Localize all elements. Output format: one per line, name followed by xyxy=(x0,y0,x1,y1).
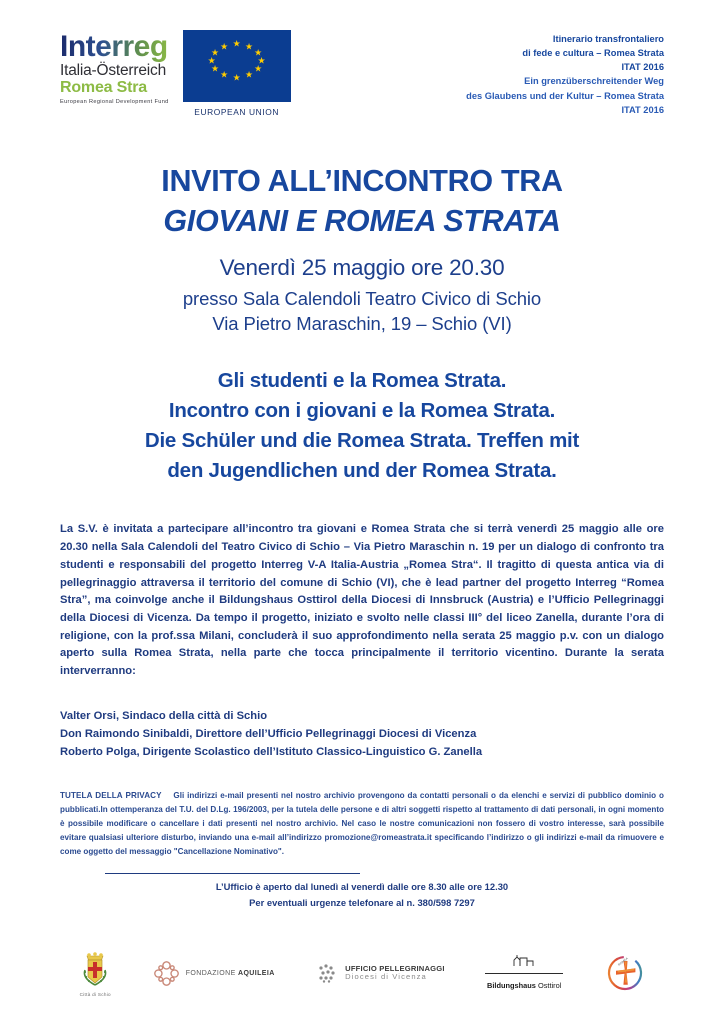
pellegrinaggi-crowd-icon xyxy=(315,961,339,985)
body-part-2: – Via Pietro Maraschin n. 19 per un dialogo di confronto tra studenti e responsabili del progetto Interreg V-A Italia-Austria „Romea Stra“. Il tragitto di questa antica via di pellegrinaggio attraversa il territorio del comune di Schio (VI), che è lead partner del progetto Interreg “Romea Stra”, ma coinvolge anche il Bildungshaus Osttirol della Diocesi di Innsbruck (Austria) e l’Ufficio Pellegrinaggi della Diocesi di Vicenza. Da tempo il progetto, iniziato e svolto nelle classi III° del liceo Zanella, durante l’ora di religione, con la prof.ssa Milani, concluderà il suo approfondimento nella serata 25 maggio p.v. con un dialogo aperto sulla Romea Strata, nella parte che tocca principalmente il territorio vicentino. Durante la serata interverranno: xyxy=(60,541,664,677)
event-venue: presso Sala Calendoli Teatro Civico di Schio xyxy=(182,287,542,309)
speakers-list xyxy=(60,707,664,761)
schio-coat-of-arms-icon xyxy=(78,950,112,990)
project-line-it-1: Itinerario transfrontaliero xyxy=(552,34,664,44)
pellegrinaggi-label: UFFICIO PELLEGRINAGGI Diocesi di Vicenza xyxy=(345,963,445,981)
subtitle-line-4: den Jugendlichen und der Romea Strata. xyxy=(167,459,557,483)
privacy-notice xyxy=(60,789,664,859)
privacy-text: Gli indirizzi e-mail presenti nel nostro archivio provengono da contatti personali o da elenchi e servizi di pubblico dominio o pubblicati.In ottemperanza del T.U. del D.Lg. 196/2003, per la tutela delle persone e di altri soggetti rispetto al trattamento di dati personali, in ogni momento è possibile modificare o cancellare i dati presenti nel nostro archivio. Nel caso le nostre comunicazioni non fossero di vostro interesse, sarà possibile evitare qualsiasi ulteriore disturbo, inviando una e-mail all’indirizzo promozione@romeastrata.it specificando l’indirizzo o gli indirizzi e-mail da rimuovere e come oggetto del messaggio "Cancellazione Nominativo". xyxy=(60,791,665,856)
romea-strata-cross-icon xyxy=(604,952,646,994)
comune-di-schio-logo xyxy=(78,950,112,997)
divider xyxy=(105,873,360,875)
european-union-logo xyxy=(183,28,291,117)
body-highlight: venerdì 25 maggio alle ore 20.30 nella Sala Calendoli del Teatro Civico di Schio xyxy=(60,523,664,554)
romea-strata-logo xyxy=(604,952,646,994)
list-item: Roberto Polga, Dirigente Scolastico dell’Istituto Classico-Linguistico G. Zanella xyxy=(60,745,483,758)
subtitle-line-1: Gli studenti e la Romea Strata. xyxy=(217,369,507,393)
office-phone: Per eventuali urgenze telefonare al n. 380/598 7297 xyxy=(249,896,475,908)
aquileia-quatrefoil-icon xyxy=(153,960,180,987)
body-part-1: La S.V. è invitata a partecipare all’incontro tra giovani e Romea Strata che si terrà xyxy=(60,523,518,536)
erdf-label: European Regional Development Fund xyxy=(60,98,169,105)
interreg-programme-label: Romea Stra xyxy=(60,78,147,96)
event-date: Venerdì 25 maggio ore 20.30 xyxy=(219,255,505,281)
list-item: Don Raimondo Sinibaldi, Direttore dell’Ufficio Pellegrinaggi Diocesi di Vicenza xyxy=(60,727,477,740)
project-line-it-2: di fede e cultura – Romea Strata xyxy=(522,48,664,59)
schio-caption: Città di Schio xyxy=(79,991,111,997)
interreg-region-label: Italia-Österreich xyxy=(60,62,166,79)
project-line-it-3: ITAT 2016 xyxy=(621,62,664,73)
svg-text:ROMEA: ROMEA xyxy=(616,956,629,967)
title-area xyxy=(60,164,664,336)
fondazione-aquileia-logo xyxy=(153,960,275,987)
privacy-heading: TUTELA DELLA PRIVACY xyxy=(60,791,162,801)
aquileia-label: FONDAZIONE AQUILEIA xyxy=(185,969,275,977)
footer-logos xyxy=(0,934,724,1012)
page-subtitle: GIOVANI E ROMEA STRATA xyxy=(163,204,561,239)
ufficio-pellegrinaggi-logo xyxy=(315,961,445,985)
project-line-de-2: des Glaubens und der Kultur – Romea Strata xyxy=(466,90,664,101)
subtitle-line-3: Die Schüler und die Romea Strata. Treffen mit xyxy=(144,429,580,453)
page-title: INVITO ALL’INCONTRO TRA xyxy=(161,164,563,198)
interreg-logo-block xyxy=(60,28,291,117)
interreg-logo xyxy=(60,28,169,105)
list-item: Valter Orsi, Sindaco della città di Schio xyxy=(60,709,268,722)
eu-flag-icon: ★ ★ ★ ★ ★ ★ ★ ★ ★ ★ ★ ★ xyxy=(183,30,291,102)
interreg-wordmark: Interreg xyxy=(60,30,168,63)
bilingual-subtitle xyxy=(60,366,664,485)
project-line-de-3: ITAT 2016 xyxy=(621,104,664,115)
bildungshaus-label: Bildungshaus Osttirol xyxy=(487,981,562,991)
office-info xyxy=(60,879,664,910)
subtitle-line-2: Incontro con i giovani e la Romea Strata. xyxy=(168,399,556,423)
office-hours: L’Ufficio è aperto dal lunedì al venerdì dalle ore 8.30 alle ore 12.30 xyxy=(215,881,509,893)
page-header xyxy=(60,0,664,118)
project-subtitle-block xyxy=(466,28,664,117)
eu-label: EUROPEAN UNION xyxy=(194,107,279,117)
bildungshaus-building-icon xyxy=(500,953,548,967)
event-address: Via Pietro Maraschin, 19 – Schio (VI) xyxy=(212,313,512,335)
bildungshaus-rule xyxy=(485,973,563,974)
invitation-body xyxy=(60,521,664,680)
project-line-de-1: Ein grenzüberschreitender Weg xyxy=(524,76,664,87)
bildungshaus-osttirol-logo xyxy=(485,953,563,994)
